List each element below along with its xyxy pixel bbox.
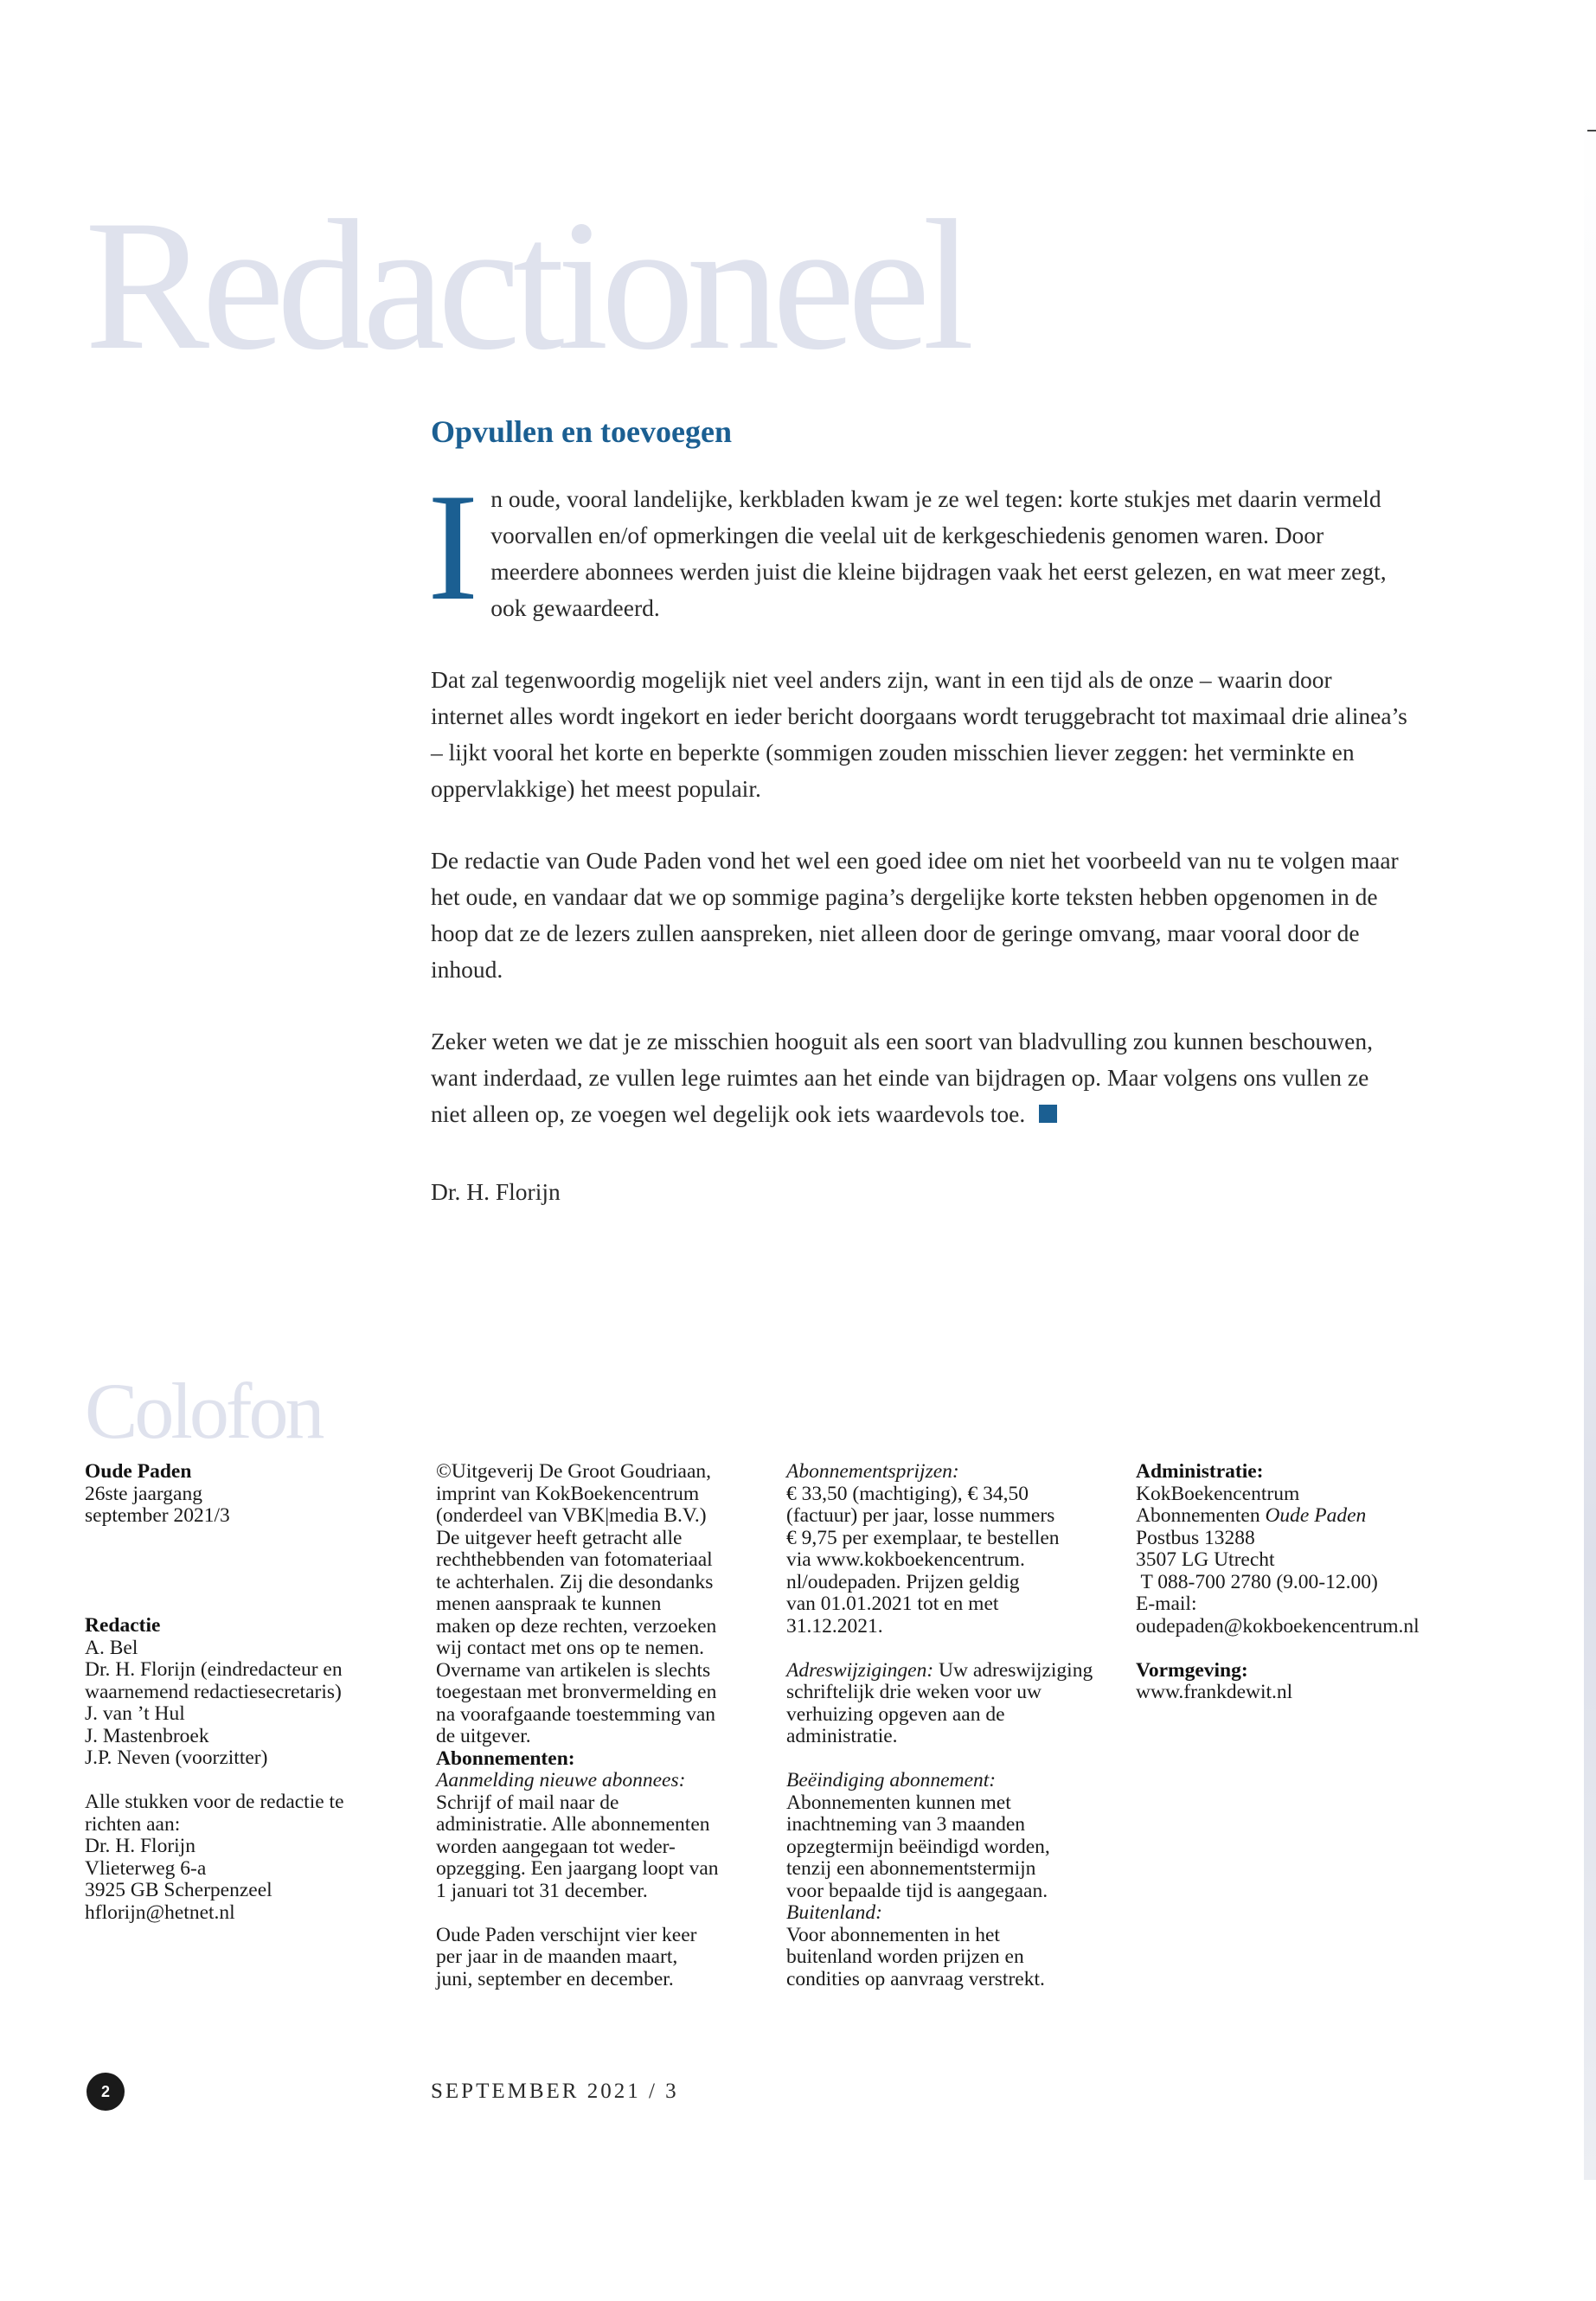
copyright-line: rechthebbenden van fotomateriaal bbox=[436, 1548, 713, 1571]
article-heading: Opvullen en toevoegen bbox=[431, 414, 732, 449]
issue: september 2021/3 bbox=[85, 1504, 230, 1527]
drop-cap: I bbox=[427, 461, 479, 632]
article-paragraph: De redactie van Oude Paden vond het wel een goed idee om niet het voorbeeld van nu te volgen maar het oude, en vandaar dat we op sommige pagina’s dergelijke korte teksten hebben opgenomen in de hoop dat ze de lezers zullen aanspreken, niet alleen door de geringe omvang, maar vooral door de inhoud. bbox=[431, 847, 1399, 983]
address-line: 3925 GB Scherpenzeel bbox=[85, 1879, 272, 1901]
frequency-line: per jaar in de maanden maart, bbox=[436, 1945, 678, 1968]
copyright-line: wij contact met ons op te nemen. bbox=[436, 1637, 704, 1659]
cancel-line: voor bepaalde tijd is aangegaan. bbox=[786, 1879, 1048, 1902]
colofon-column-4 bbox=[1136, 1461, 1420, 1704]
abroad-label: Buitenland: bbox=[786, 1901, 882, 1924]
admin-company: KokBoekencentrum bbox=[1136, 1482, 1300, 1505]
redactie-block bbox=[85, 1615, 344, 1924]
frequency-line: juni, september en december. bbox=[436, 1967, 674, 1990]
prices-label: Abonnementsprijzen: bbox=[786, 1460, 959, 1483]
prices-line: van 01.01.2021 tot en met bbox=[786, 1593, 999, 1615]
admin-heading: Administratie: bbox=[1136, 1460, 1264, 1483]
article-paragraph bbox=[427, 461, 1408, 632]
colofon-title: Colofon bbox=[85, 1367, 322, 1455]
prices-line: (factuur) per jaar, losse nummers bbox=[786, 1504, 1055, 1527]
admin-line: 3507 LG Utrecht bbox=[1136, 1548, 1275, 1571]
subs-name: Oude Paden bbox=[1265, 1504, 1367, 1527]
aanmelding-line: administratie. Alle abonnementen bbox=[436, 1813, 710, 1836]
copyright-line: imprint van KokBoekencentrum bbox=[436, 1482, 700, 1505]
copyright-line: de uitgever. bbox=[436, 1725, 531, 1747]
first-paragraph-text: n oude, vooral landelijke, kerkbladen kwam je ze wel tegen: korte stukjes met daarin vermeld voorvallen en/of opmerkingen die veelal uit de kerkgeschiedenis genomen waren. Door meerdere abonnees werden juist die kleine bijdragen vaak het eerst gelezen, en wat meer zegt, ook gewaardeerd. bbox=[490, 485, 1387, 621]
admin-line: E-mail: bbox=[1136, 1593, 1197, 1615]
colofon-column-1 bbox=[85, 1461, 230, 1528]
aanmelding-line: 1 januari tot 31 december. bbox=[436, 1879, 648, 1902]
admin-email: oudepaden@kokboekencentrum.nl bbox=[1136, 1614, 1420, 1638]
volume: 26ste jaargang bbox=[85, 1482, 202, 1505]
cancel-line: tenzij een abonnementstermijn bbox=[786, 1857, 1036, 1880]
abroad-line: buitenland worden prijzen en bbox=[786, 1945, 1024, 1968]
copyright-line: ©Uitgeverij De Groot Goudriaan, bbox=[436, 1460, 712, 1483]
cancel-line: opzegtermijn beëindigd worden, bbox=[786, 1835, 1050, 1858]
copyright-line: menen aanspraak te kunnen bbox=[436, 1593, 662, 1615]
redactie-member: J.P. Neven (voorzitter) bbox=[85, 1747, 268, 1769]
copyright-line: (onderdeel van VBK|media B.V.) bbox=[436, 1504, 707, 1527]
address-change-line: verhuizing opgeven aan de bbox=[786, 1702, 1005, 1726]
next-page-edge bbox=[1584, 104, 1596, 2180]
prices-line: via www.kokboekencentrum. bbox=[786, 1548, 1025, 1571]
copyright-line: te achterhalen. Zij die desondanks bbox=[436, 1570, 714, 1593]
aanmelding-line: worden aangegaan tot weder- bbox=[436, 1835, 676, 1858]
colofon-column-2 bbox=[436, 1461, 719, 1990]
copyright-line: De uitgever heeft getracht alle bbox=[436, 1526, 683, 1549]
address-change-label: Adreswijzigingen: bbox=[786, 1658, 934, 1682]
address-change-line bbox=[786, 1660, 1093, 1682]
abonnementen-heading: Abonnementen: bbox=[436, 1747, 575, 1770]
article-signature: Dr. H. Florijn bbox=[431, 1178, 561, 1205]
abroad-line: Voor abonnementen in het bbox=[786, 1923, 1000, 1946]
redactie-member: waarnemend redactiesecretaris) bbox=[85, 1680, 342, 1703]
redactie-member: A. Bel bbox=[85, 1636, 138, 1659]
address-change-text: Uw adreswijziging bbox=[933, 1658, 1093, 1682]
abroad-line: condities op aanvraag verstrekt. bbox=[786, 1967, 1045, 1990]
address-line: Alle stukken voor de redactie te bbox=[85, 1791, 344, 1813]
editor-email: hflorijn@hetnet.nl bbox=[85, 1900, 235, 1924]
prices-line: 31.12.2021. bbox=[786, 1614, 883, 1638]
prices-line: € 33,50 (machtiging), € 34,50 bbox=[786, 1482, 1029, 1505]
prices-line: nl/oudepaden. Prijzen geldig bbox=[786, 1570, 1020, 1593]
article-paragraph: Dat zal tegenwoordig mogelijk niet veel anders zijn, want in een tijd als de onze – waarin door internet alles wordt ingekort en ieder bericht doorgaans wordt teruggebracht tot maximaal drie alinea’s – lijkt vooral het korte en beperkte (sommigen zouden misschien liever zeggen: het verminkte en oppervlakkige) het meest populair. bbox=[431, 666, 1407, 802]
page-number-badge: 2 bbox=[87, 2073, 125, 2111]
last-paragraph-text: Zeker weten we dat je ze misschien hooguit als een soort van bladvulling zou kunnen beschouwen, want inderdaad, ze vullen lege ruimtes aan het einde van bijdragen op. Maar volgens ons vullen ze niet alleen op, ze voegen wel degelijk ook iets waardevols toe. bbox=[431, 1028, 1373, 1127]
redactie-heading: Redactie bbox=[85, 1614, 161, 1637]
colofon-column-3 bbox=[786, 1461, 1093, 1990]
copyright-line: toegestaan met bronvermelding en bbox=[436, 1681, 717, 1703]
subs-prefix: Abonnementen bbox=[1136, 1504, 1266, 1527]
end-mark-square-icon bbox=[1039, 1105, 1057, 1123]
design-url: www.frankdewit.nl bbox=[1136, 1681, 1293, 1703]
prices-line: € 9,75 per exemplaar, te bestellen bbox=[786, 1526, 1060, 1549]
redactie-member: Dr. H. Florijn (eindredacteur en bbox=[85, 1658, 343, 1681]
crop-mark bbox=[1587, 130, 1596, 131]
redactie-member: J. Mastenbroek bbox=[85, 1724, 209, 1747]
article-paragraph bbox=[431, 1023, 1408, 1132]
magazine-name: Oude Paden bbox=[85, 1460, 192, 1483]
admin-subscriptions bbox=[1136, 1505, 1420, 1528]
cancel-line: Abonnementen kunnen met bbox=[786, 1791, 1011, 1814]
article-body bbox=[427, 461, 1408, 1168]
address-line: richten aan: bbox=[85, 1812, 181, 1836]
admin-phone: T 088-700 2780 (9.00-12.00) bbox=[1136, 1570, 1378, 1593]
aanmelding-label: Aanmelding nieuwe abonnees: bbox=[436, 1769, 686, 1791]
address-line: Vlieterweg 6-a bbox=[85, 1856, 207, 1880]
copyright-line: na voorafgaande toestemming van bbox=[436, 1702, 716, 1726]
copyright-line: Overname van artikelen is slechts bbox=[436, 1658, 711, 1682]
aanmelding-line: opzegging. Een jaargang loopt van bbox=[436, 1857, 719, 1880]
design-heading: Vormgeving: bbox=[1136, 1658, 1248, 1682]
address-change-line: schriftelijk drie weken voor uw bbox=[786, 1681, 1042, 1703]
admin-line: Postbus 13288 bbox=[1136, 1526, 1255, 1549]
address-change-line: administratie. bbox=[786, 1725, 898, 1747]
aanmelding-line: Schrijf of mail naar de bbox=[436, 1791, 619, 1814]
cancel-label: Beëindiging abonnement: bbox=[786, 1769, 997, 1791]
page-title: Redactioneel bbox=[85, 182, 967, 388]
frequency-line: Oude Paden verschijnt vier keer bbox=[436, 1923, 697, 1946]
address-line: Dr. H. Florijn bbox=[85, 1835, 195, 1857]
copyright-line: maken op deze rechten, verzoeken bbox=[436, 1614, 717, 1638]
footer-issue: SEPTEMBER 2021 / 3 bbox=[431, 2080, 679, 2103]
redactie-member: J. van ’t Hul bbox=[85, 1702, 185, 1725]
cancel-line: inachtneming van 3 maanden bbox=[786, 1813, 1026, 1836]
